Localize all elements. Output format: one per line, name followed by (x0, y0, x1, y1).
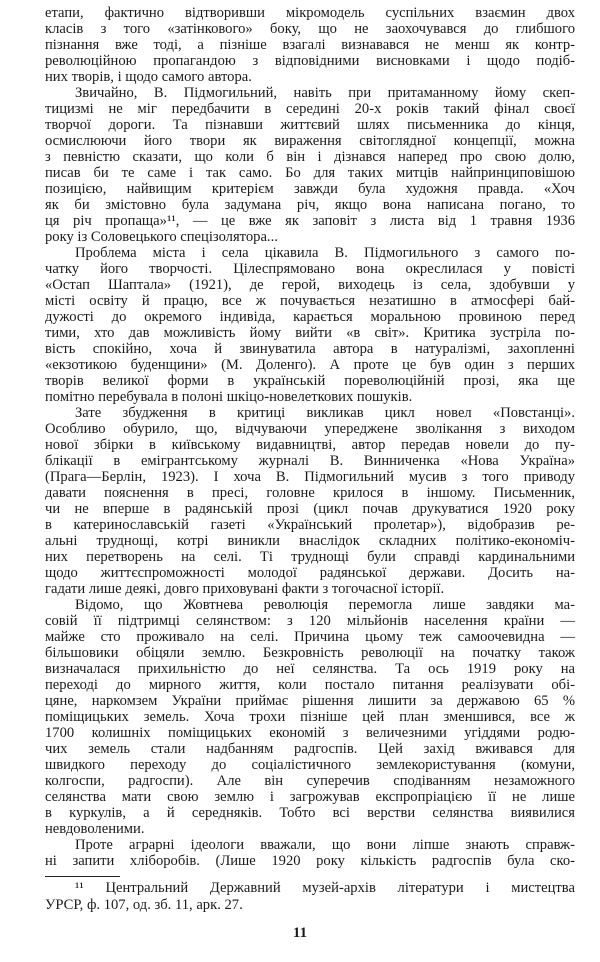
text-line: з певністю сказати, що коли б він і дізнався наперед про свою долю, (45, 149, 575, 165)
body-text (45, 5, 575, 869)
text-line: невдоволеними. (45, 821, 145, 837)
text-line: цяне, наркомзем України приймає рішення лишити за державою 65 % (45, 693, 575, 709)
text-line: швидкого переходу до соціалістичного землекористування (комуни, (45, 757, 575, 773)
text-line: «Остап Шаптала» (1921), де герой, виходець із села, здобувши у (45, 277, 575, 293)
text-line: чатку його творчості. Цілеспрямовано вона окреслилася у повісті (45, 261, 575, 277)
text-line: поміщицьких земель. Хоча трохи пізніше цей план зменшився, все ж (45, 709, 575, 725)
text-line: позицією, найвищим критерієм завжди була художня правда. «Хоч (45, 181, 575, 197)
text-line: майже сто проживало на селі. Причина цьому теж самоочевидна — (45, 629, 575, 645)
text-line: більшовики обіцяли землю. Безкровність революції на початку також (45, 645, 575, 661)
text-line: в куркулів, а й середняків. Тобто всі верстви селянства виявилися (45, 805, 575, 821)
text-line: «екзотикою буденщини» (М. Доленго). А проте це був один з перших (45, 357, 575, 373)
text-line: Особливо обурило, що, відчуваючи упереджене зволікання з виходом (45, 421, 575, 437)
text-line: совій її підтримці селянством: з 120 мільйонів населення країни — (45, 613, 575, 629)
text-line: етапи, фактично відтворивши мікромодель суспільних взаємин двох (45, 5, 575, 21)
text-line: альні труднощі, котрі виникли внаслідок складних політико-економіч- (45, 533, 575, 549)
text-line: пізнання вже тоді, а пізніше взагалі визнавався не менш як контр- (45, 37, 575, 53)
text-line: чи не вперше в радянській прозі (цикл почав друкуватися 1920 року (45, 501, 575, 517)
text-line: щодо життєспроможності молодої радянської держави. Досить на- (45, 565, 575, 581)
text-line: давати пояснення в пресі, головне крилося в іншому. Письменник, (45, 485, 575, 501)
footnote-line: УРСР, ф. 107, од. зб. 11, арк. 27. (45, 897, 243, 913)
text-line: блікації в емігрантському журналі В. Винниченка «Нова Україна» (45, 453, 575, 469)
text-line: Відомо, що Жовтнева революція перемогла лише завдяки ма- (75, 597, 575, 613)
text-line: місті освіту й працю, все ж почувається незатишно в атмосфері бай- (45, 293, 575, 309)
footnote-line: ¹¹ Центральний Державний музей-архів літератури і мистецтва (75, 880, 575, 896)
text-line: року із Соловецького спецізолятора... (45, 229, 278, 245)
text-line: переході до мирного життя, коли постало питання реалізувати обі- (45, 677, 575, 693)
text-line: (Прага—Берлін, 1923). І хоча В. Підмогильний мусив з того приводу (45, 469, 575, 485)
text-line: тицизмі не міг передбачити в середині 20-х років такий фінал своєї (45, 101, 575, 117)
text-line: осмислюючи його твори як вираження світоглядної концепції, можна (45, 133, 575, 149)
footnote (45, 880, 575, 914)
text-line: тими, хто дав можливість йому вийти «в світ». Критика зустріла по- (45, 325, 575, 341)
page-number: 11 (292, 925, 308, 941)
text-line: гадати лише деякі, довго приховувані факти з тогочасної історії. (45, 581, 445, 597)
text-line: писав би те саме і так само. Бо для таких митців найпринциповішою (45, 165, 575, 181)
text-line: в катеринославській газеті «Український пролетар»), відобразив ре- (45, 517, 575, 533)
text-line: творів великої форми в українській пореволюційній прозі, яка ще (45, 373, 575, 389)
text-line: нової збірки в київському видавництві, автор передав новели до пу- (45, 437, 575, 453)
text-line: революційною пропагандою з відповідними висновками і щодо подіб- (45, 53, 575, 69)
text-line: Звичайно, В. Підмогильний, навіть при притаманному йому скеп- (75, 85, 575, 101)
text-line: них творів, і щодо самого автора. (45, 69, 252, 85)
text-line: ця річ пропаща»¹¹, — це вже як заповіт з листа від 1 травня 1936 (45, 213, 575, 229)
text-line: Проте аграрні ідеологи вважали, що вони ліпше знають справж- (75, 837, 575, 853)
text-line: ні запити хліборобів. (Лише 1920 року кількість радгоспів була ско- (45, 853, 575, 869)
text-line: Зате збудження в критиці викликав цикл новел «Повстанці». (75, 405, 575, 421)
text-line: 1700 колишніх поміщицьких економій з величезними угіддями родю- (45, 725, 575, 741)
text-line: класів з того «затінкового» боку, що не заохочувався до глибшого (45, 21, 575, 37)
text-line: як би змістовно була задумана річ, якщо вона написана погано, то (45, 197, 575, 213)
text-line: дужості до окремого індивіда, карається моральною провиною перед (45, 309, 575, 325)
text-line: селянства мати свою землю і загрожував експропріацією її не лише (45, 789, 575, 805)
footnote-divider (45, 876, 120, 877)
text-line: чих земель стали надбанням радгоспів. Цей захід вживався для (45, 741, 575, 757)
text-line: Проблема міста і села цікавила В. Підмогильного з самого по- (75, 245, 575, 261)
text-line: вість спокійно, хоча й звинуватила автора в натуралізмі, захопленні (45, 341, 575, 357)
text-line: визначалася прихильністю до неї селянства. Та ось 1919 року на (45, 661, 575, 677)
text-line: помітно перебувала в полоні шкіцо-новелеткових пошуків. (45, 389, 413, 405)
text-line: творчої дороги. Та пізнавши життєвий шлях письменника до кінця, (45, 117, 575, 133)
text-line: колгоспи, радгоспи). Але він суперечив сподіванням незаможного (45, 773, 575, 789)
text-line: них перетворень на селі. Ті труднощі були справді кардинальними (45, 549, 575, 565)
